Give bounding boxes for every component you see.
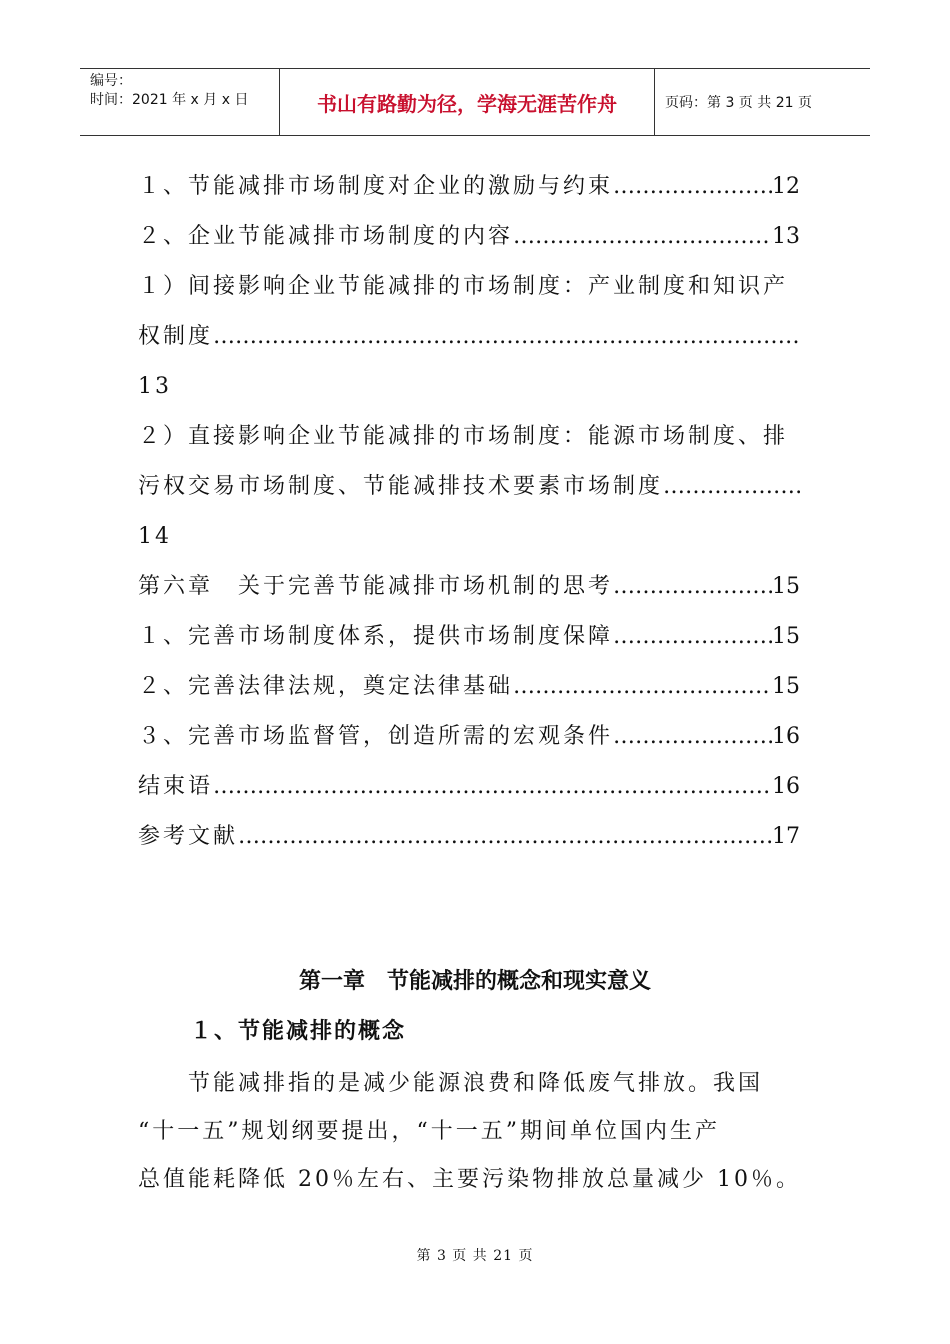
page-footer: 第 3 页 共 21 页 [416,1248,534,1264]
page-header [80,68,870,136]
paragraph-line: 总值能耗降低 20％左右、主要污染物排放总量减少 10％。 [138,1167,801,1192]
toc-entry-page: 15 [772,624,800,649]
toc-entry-line[interactable]: ２）直接影响企业节能减排的市场制度：能源市场制度、排 [138,424,789,449]
toc-leader [613,718,772,768]
toc-entry[interactable] [138,568,800,618]
toc-entry-title: １、节能减排市场制度对企业的激励与约束 [138,174,614,199]
toc-entry-title: ２、企业节能减排市场制度的内容 [138,224,514,249]
toc-leader [513,218,772,268]
toc-entry[interactable] [138,168,800,218]
toc-entry-title: 结束语 [138,774,214,799]
number-label: 编号： [90,73,132,89]
header-meta [80,69,280,135]
toc-entry[interactable] [138,618,800,668]
toc-entry-continuation[interactable] [138,318,800,368]
toc-entry-title: 参考文献 [138,824,239,849]
paragraph-line: 节能减排指的是减少能源浪费和降低废气排放。我国 [138,1071,764,1096]
toc-entry[interactable] [138,768,800,818]
toc-leader [213,768,772,818]
body-paragraph [138,1064,801,1208]
header-page-code: 页码：第 3 页 共 21 页 [665,95,812,111]
toc-entry-page: 14 [138,524,172,549]
time-label: 时间：2021 年 x 月 x 日 [90,92,249,108]
toc-leader [663,468,800,518]
toc-entry-title: 权制度 [138,324,214,349]
toc-entry-page: 16 [772,774,800,799]
toc-entry-title: ３、完善市场监督管，创造所需的宏观条件 [138,724,614,749]
toc-entry-title: １、完善市场制度体系，提供市场制度保障 [138,624,614,649]
toc-entry-continuation[interactable] [138,468,800,518]
toc-entry-title: ２、完善法律法规，奠定法律基础 [138,674,514,699]
toc-entry-title: 污权交易市场制度、节能减排技术要素市场制度 [138,474,664,499]
toc-leader [213,318,800,368]
toc-entry-page: 13 [138,374,172,399]
section-title: １、节能减排的概念 [190,1019,407,1044]
header-motto: 书山有路勤为径，学海无涯苦作舟 [280,69,655,135]
table-of-contents [138,168,800,868]
toc-leader [613,568,772,618]
toc-entry-page: 17 [772,824,800,849]
toc-entry[interactable] [138,718,800,768]
toc-leader [613,168,772,218]
toc-entry-page: 15 [772,674,800,699]
toc-entry[interactable] [138,668,800,718]
toc-entry-page: 12 [772,174,800,199]
toc-entry-line[interactable]: １）间接影响企业节能减排的市场制度：产业制度和知识产 [138,274,789,299]
toc-leader [513,668,772,718]
chapter-title: 第一章 节能减排的概念和现实意义 [298,969,651,994]
toc-leader [238,818,772,868]
toc-entry-page: 13 [772,224,800,249]
toc-entry[interactable] [138,218,800,268]
toc-entry-title: 第六章 关于完善节能减排市场机制的思考 [138,574,614,599]
toc-entry[interactable] [138,818,800,868]
toc-entry-page: 16 [772,724,800,749]
toc-entry-page: 15 [772,574,800,599]
paragraph-line: “十一五”规划纲要提出，“十一五”期间单位国内生产 [138,1119,720,1144]
toc-leader [613,618,772,668]
